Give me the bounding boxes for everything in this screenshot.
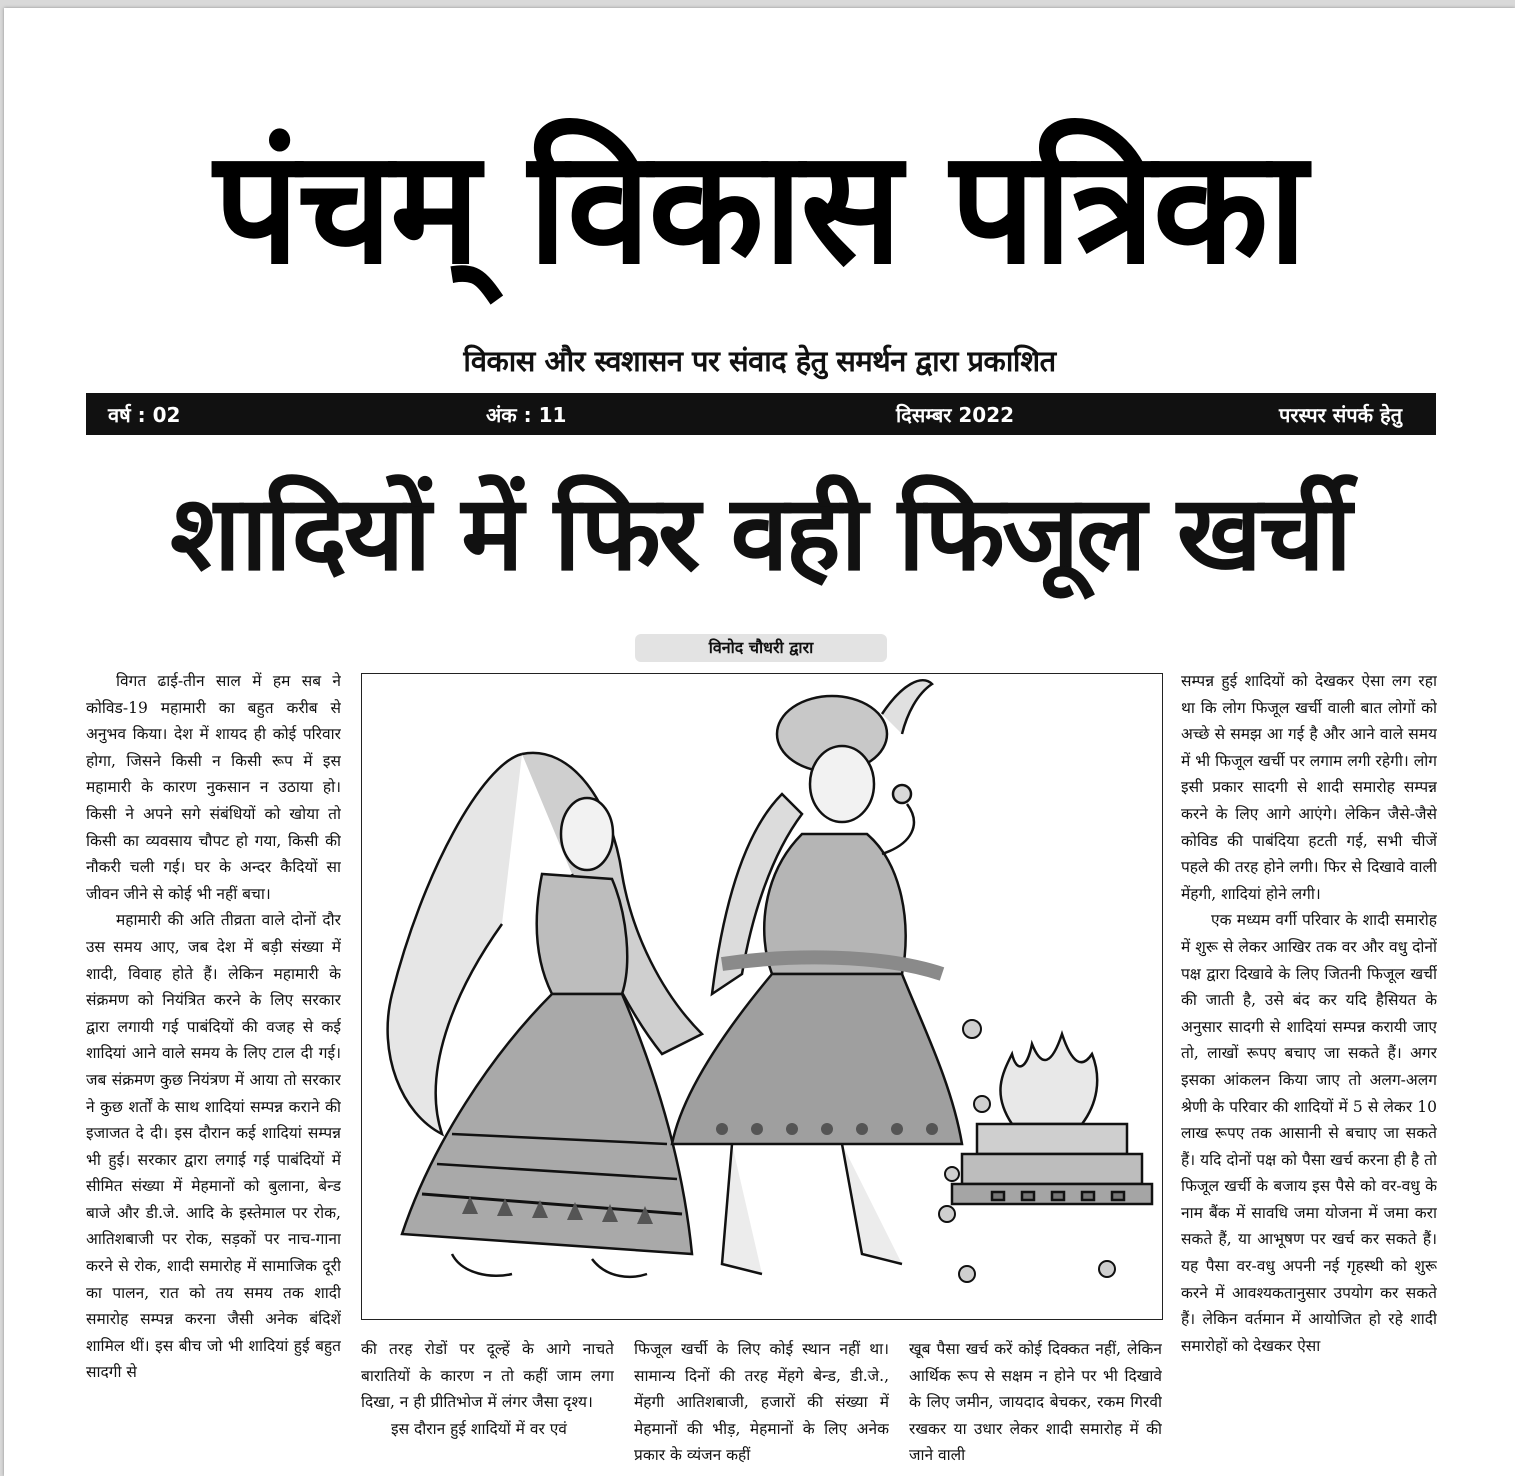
article-byline: विनोद चौधरी द्वारा xyxy=(635,634,887,662)
article-column-2 xyxy=(361,1336,614,1476)
contact-note: परस्पर संपर्क हेतु xyxy=(1278,403,1402,427)
paragraph: सम्पन्न हुई शादियों को देखकर ऐसा लग रहा था कि लोग फिजूल खर्ची वाली बात लोगों को अच्छे से समझ आ गई है और आने वाले समय में भी फिजूल खर्ची पर लगाम लगी रहेगी। लोग इसी प्रकार सादगी से शादी समारोह सम्पन्न करने के लिए आगे आएंगे। लेकिन जैसे-जैसे कोविड की पाबंदिया हटती गई, सभी चीजें पहले की तरह होने लगी। फिर से दिखावे वाली मेंहगी, शादियां होने लगी। xyxy=(1181,672,1437,903)
paragraph: एक मध्यम वर्गी परिवार के शादी समारोह में शुरू से लेकर आखिर तक वर और वधु दोनों पक्ष द्वारा दिखावे के लिए जितनी फिजूल खर्ची की जाती है, उसे बंद कर यदि हैसियत के अनुसार सादगी से शादियां सम्पन्न करायी जाए तो, लाखों रूपए बचाए जा सकते हैं। अगर इसका आंकलन किया जाए तो अलग-अलग श्रेणी के परिवार की शादियों में 5 से लेकर 10 लाख रूपए तक आसानी से बचाए जा सकते हैं। यदि दोनों पक्ष को पैसा खर्च करना ही है तो फिजूल खर्ची के बजाय इस पैसे को वर-वधु के नाम बैंक में सावधि जमा योजना में जमा करा सकते हैं, या आभूषण पर खर्च कर सकते हैं। यह पैसा वर-वधु अपनी नई गृहस्थी को शुरू करने में आवश्यकतानुसार उपयोग कर सकते हैं। लेकिन वर्तमान में आयोजित हो रहे शादी समारोहों को देखकर ऐसा xyxy=(1181,911,1437,1355)
article-column-1 xyxy=(86,668,341,1476)
issue-info-bar xyxy=(86,393,1436,435)
article-column-4 xyxy=(909,1336,1162,1476)
issue-number: अंक : 11 xyxy=(486,403,567,427)
paragraph: की तरह रोडों पर दूल्हें के आगे नाचते बारातियों के कारण न तो कहीं जाम लगा दिखा, न ही प्रीतिभोज में लंगर जैसा दृश्य। xyxy=(361,1340,614,1412)
masthead-title: पंचम् विकास पत्रिका xyxy=(213,116,1306,300)
publisher-tagline: विकास और स्वशासन पर संवाद हेतु समर्थन द्वारा प्रकाशित xyxy=(463,344,1056,378)
paragraph: महामारी की अति तीव्रता वाले दोनों दौर उस समय आए, जब देश में बड़ी संख्या में शादी, विवाह होते हैं। लेकिन महामारी के संक्रमण को नियंत्रित करने के लिए सरकार द्वारा लगायी गई पाबंदियों की वजह से कई शादियां आने वाले समय के लिए टाल दी गई। जब संक्रमण कुछ नियंत्रण में आया तो सरकार ने कुछ शर्तों के साथ शादियां सम्पन्न कराने की इजाजत दे दी। इस दौरान कई शादियां सम्पन्न भी हुई। सरकार द्वारा लगाई गई पाबंदियों में सीमित संख्या में मेहमानों को बुलाना, बेन्ड बाजे और डी.जे. आदि के इस्तेमाल पर रोक, आतिशबाजी पर रोक, सड़कों पर नाच-गाना करने से रोक, शादी समारोह में सामाजिक दूरी का पालन, रात को तय समय तक शादी समारोह सम्पन्न करना जैसी अनेक बंदिशें शामिल थीं। इस बीच जो भी शादियां हुई बहुत सादगी से xyxy=(86,911,341,1382)
paragraph: इस दौरान हुई शादियों में वर एवं xyxy=(391,1419,567,1438)
paragraph: खूब पैसा खर्च करें कोई दिक्कत नहीं, लेकिन आर्थिक रूप से सक्षम न होने पर भी दिखावे के लिए जमीन, जायदाद बेचकर, रकम गिरवी रखकर या उधार लेकर शादी समारोह में की जाने वाली xyxy=(909,1340,1162,1465)
issue-date: दिसम्बर 2022 xyxy=(896,403,1015,427)
paragraph: विगत ढाई-तीन साल में हम सब ने कोविड-19 महामारी का बहुत करीब से अनुभव किया। देश में शायद ही कोई परिवार होगा, जिसने किसी न किसी रूप में इस महामारी के कारण नुकसान न उठाया हो। किसी ने अपने सगे संबंधियों को खोया तो किसी का व्यवसाय चौपट हो गया, किसी की नौकरी चली गई। घर के अन्दर कैदियों सा जीवन जीने से कोई भी नहीं बचा। xyxy=(86,672,341,903)
paragraph: फिजूल खर्ची के लिए कोई स्थान नहीं था। सामान्य दिनों की तरह मेंहगे बेन्ड, डी.जे., मेंहगी आतिशबाजी, हजारों की संख्या में मेहमानों की भीड़, मेहमानों के लिए अनेक प्रकार के व्यंजन कहीं xyxy=(634,1340,889,1465)
volume-year: वर्ष : 02 xyxy=(108,403,181,427)
article-column-3 xyxy=(634,1336,889,1476)
article-headline: शादियों में फिर वही फिजूल खर्ची xyxy=(170,472,1349,594)
wedding-couple-illustration xyxy=(361,673,1163,1320)
article-column-5 xyxy=(1181,668,1437,1476)
newspaper-page xyxy=(4,8,1515,1476)
